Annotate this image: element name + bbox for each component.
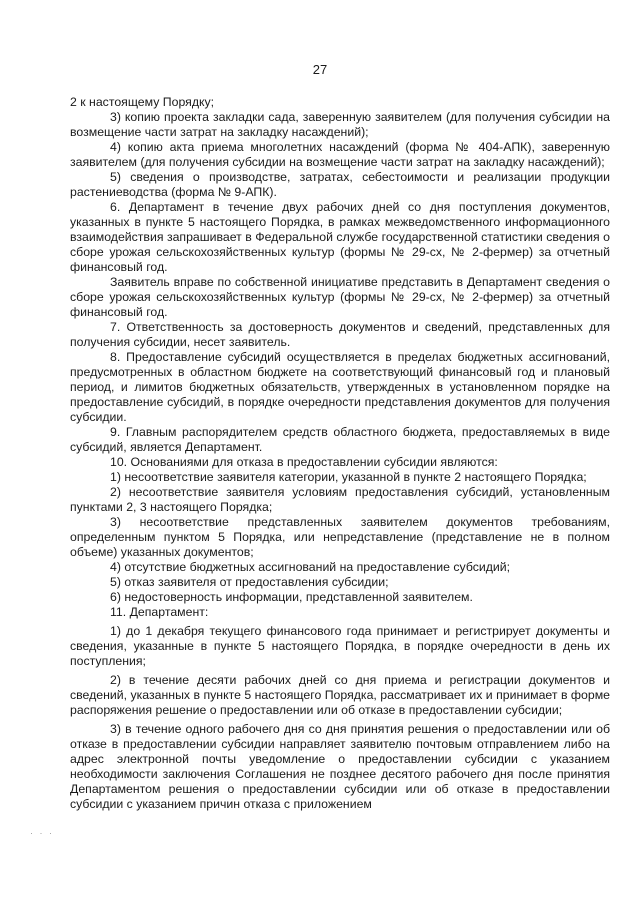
clause-6: 6. Департамент в течение двух рабочих дней со дня поступления документов, указанных в пункте 5 настоящего Порядка, в рамках межведомственного информационного взаимодействия запрашивает в Федеральной службе государственной статистики сведения о сборе урожая сельскохозяйственных культур (формы № 29-сх, № 2-фермер) за отчетный финансовый год. xyxy=(70,200,610,274)
refusal-reason-5: 5) отказ заявителя от предоставления субсидии; xyxy=(110,575,389,589)
clause-9: 9. Главным распорядителем средств областного бюджета, предоставляемых в виде субсидий, является Департамент. xyxy=(70,425,610,454)
list-item-5: 5) сведения о производстве, затратах, себестоимости и реализации продукции растениеводства (форма № 9-АПК). xyxy=(70,170,610,199)
clause-6-note: Заявитель вправе по собственной инициативе представить в Департамент сведения о сборе урожая сельскохозяйственных культур (формы № 29-сх, № 2-фермер) за отчетный финансовый год. xyxy=(70,275,610,319)
refusal-reason-6: 6) недостоверность информации, представленной заявителем. xyxy=(110,590,473,604)
refusal-reason-4: 4) отсутствие бюджетных ассигнований на предоставление субсидий; xyxy=(110,560,511,574)
clause-10: 10. Основаниями для отказа в предоставлении субсидии являются: xyxy=(110,455,498,469)
clause-11: 11. Департамент: xyxy=(110,605,209,619)
clause-7: 7. Ответственность за достоверность документов и сведений, представленных для получения субсидии, несет заявитель. xyxy=(70,320,610,349)
department-duty-2: 2) в течение десяти рабочих дней со дня приема и регистрации документов и сведений, указанных в пункте 5 настоящего Порядка, рассматривает их и принимает в форме распоряжения решение о предоставлении или об отказе в предоставлении субсидии; xyxy=(70,673,610,717)
department-duty-1: 1) до 1 декабря текущего финансового года принимает и регистрирует документы и сведения, указанные в пункте 5 настоящего Порядка, в порядке очередности в день их поступления; xyxy=(70,624,610,668)
scan-artifact: · · · xyxy=(30,828,54,838)
department-duty-3: 3) в течение одного рабочего дня со дня принятия решения о предоставлении или об отказе в предоставлении субсидии направляет заявителю почтовым отправлением либо на адрес электронной почты уведомление о предоставлении субсидии с указанием необходимости заключения Соглашения не позднее десятого рабочего дня после принятия Департаментом решения о предоставлении субсидии или об отказе в предоставлении субсидии с указанием причин отказа с приложением xyxy=(70,722,610,811)
refusal-reason-3: 3) несоответствие представленных заявителем документов требованиям, определенным пунктом 5 Порядка, или непредставление (представление не в полном объеме) указанных документов; xyxy=(70,515,610,559)
list-item-3: 3) копию проекта закладки сада, заверенную заявителем (для получения субсидии на возмещение части затрат на закладку насаждений); xyxy=(70,110,610,139)
page-number: 27 xyxy=(312,62,328,77)
document-body xyxy=(70,95,610,812)
clause-8: 8. Предоставление субсидий осуществляется в пределах бюджетных ассигнований, предусмотренных в областном бюджете на соответствующий финансовый год и плановый период, и лимитов бюджетных обязательств, утвержденных в установленном порядке на предоставление субсидий, в порядке очередности представления документов для получения субсидии. xyxy=(70,350,610,424)
refusal-reason-1: 1) несоответствие заявителя категории, указанной в пункте 2 настоящего Порядка; xyxy=(110,470,587,484)
paragraph-continuation: 2 к настоящему Порядку; xyxy=(70,95,215,109)
list-item-4: 4) копию акта приема многолетних насаждений (форма № 404-АПК), заверенную заявителем (для получения субсидии на возмещение части затрат на закладку насаждений); xyxy=(70,140,610,169)
refusal-reason-2: 2) несоответствие заявителя условиям предоставления субсидий, установленным пунктами 2, 3 настоящего Порядка; xyxy=(70,485,610,514)
